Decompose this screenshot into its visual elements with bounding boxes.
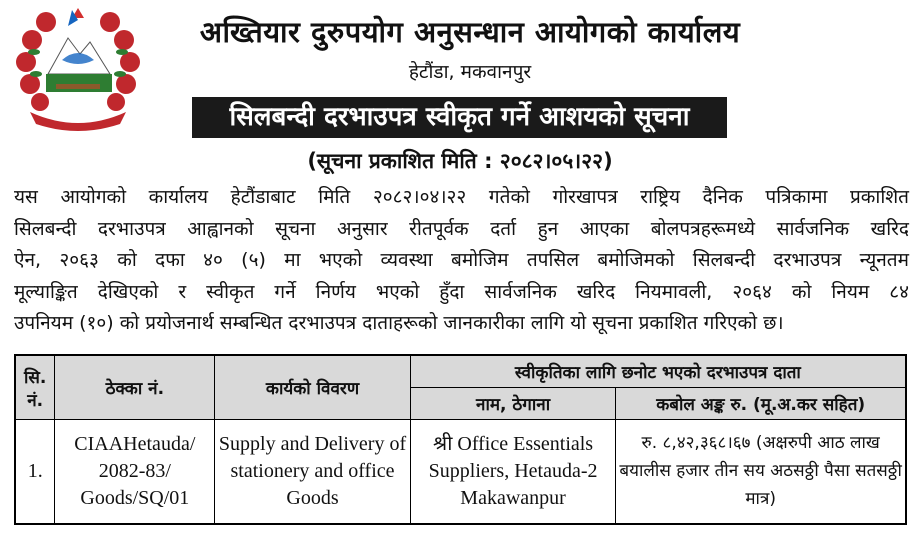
body-line-2: सिलबन्दी दरभाउपत्र आह्वानको सूचना अनुसार रीतपूर्वक दर्ता हुन आएका बोलपत्रहरूमध्ये सार्वजनिक खरिद	[14, 217, 909, 240]
cell-description: Supply and Delivery of stationery and office Goods	[215, 420, 411, 524]
header-description: कार्यको विवरण	[215, 355, 411, 420]
cell-name-address: श्री Office Essentials Suppliers, Hetauda-2 Makawanpur	[410, 420, 616, 524]
table-row	[15, 420, 906, 524]
cell-sn: 1.	[15, 420, 55, 524]
body-line-5: उपनियम (१०) को प्रयोजनार्थ सम्बन्धित दरभाउपत्र दाताहरूको जानकारीका लागि यो सूचना प्रकाशित गरिएको छ।	[14, 312, 784, 334]
header-bidder-group: स्वीकृतिका लागि छनोट भएको दरभाउपत्र दाता	[410, 355, 906, 388]
cell-contract-no: CIAAHetauda/ 2082-83/ Goods/SQ/01	[55, 420, 215, 524]
cell-amount: रु. ८,४२,३६८।६७ (अक्षरुपी आठ लाख बयालीस हजार तीन सय अठसठ्ठी पैसा सतसठ्ठी मात्र)	[616, 420, 906, 524]
emblem-icon	[10, 4, 146, 134]
government-emblem	[10, 4, 146, 134]
bid-table	[14, 354, 907, 525]
notice-body	[14, 182, 909, 340]
notice-title: सिलबन्दी दरभाउपत्र स्वीकृत गर्ने आशयको सूचना	[192, 97, 727, 138]
header-contract-no: ठेक्का नं.	[55, 355, 215, 420]
body-line-1: यस आयोगको कार्यालय हेटौंडाबाट मिति २०८२।०४।२२ गतेको गोरखापत्र राष्ट्रिय दैनिक पत्रिकामा प्रकाशित	[14, 186, 909, 208]
office-location: हेटौंडा, मकवानपुर	[408, 61, 532, 83]
body-line-3: ऐन, २०६३ को दफा ४० (५) मा भएको व्यवस्था बमोजिम तपसिल बमोजिमको सिलबन्दी दरभाउपत्र न्यूनतम	[14, 249, 909, 271]
header-name-address: नाम, ठेगाना	[410, 388, 616, 420]
publish-date: (सूचना प्रकाशित मिति : २०८२।०५।२२)	[307, 149, 613, 173]
header-amount: कबोल अङ्क रु. (मू.अ.कर सहित)	[616, 388, 906, 420]
office-name: अख्तियार दुरुपयोग अनुसन्धान आयोगको कार्यालय	[199, 15, 741, 49]
body-line-4: मूल्याङ्कित देखिएको र स्वीकृत गर्ने निर्णय भएको हुँदा सार्वजनिक खरिद नियमावली, २०६४ को नियम ८४	[14, 280, 909, 303]
header-sn: सि. नं.	[15, 355, 55, 420]
